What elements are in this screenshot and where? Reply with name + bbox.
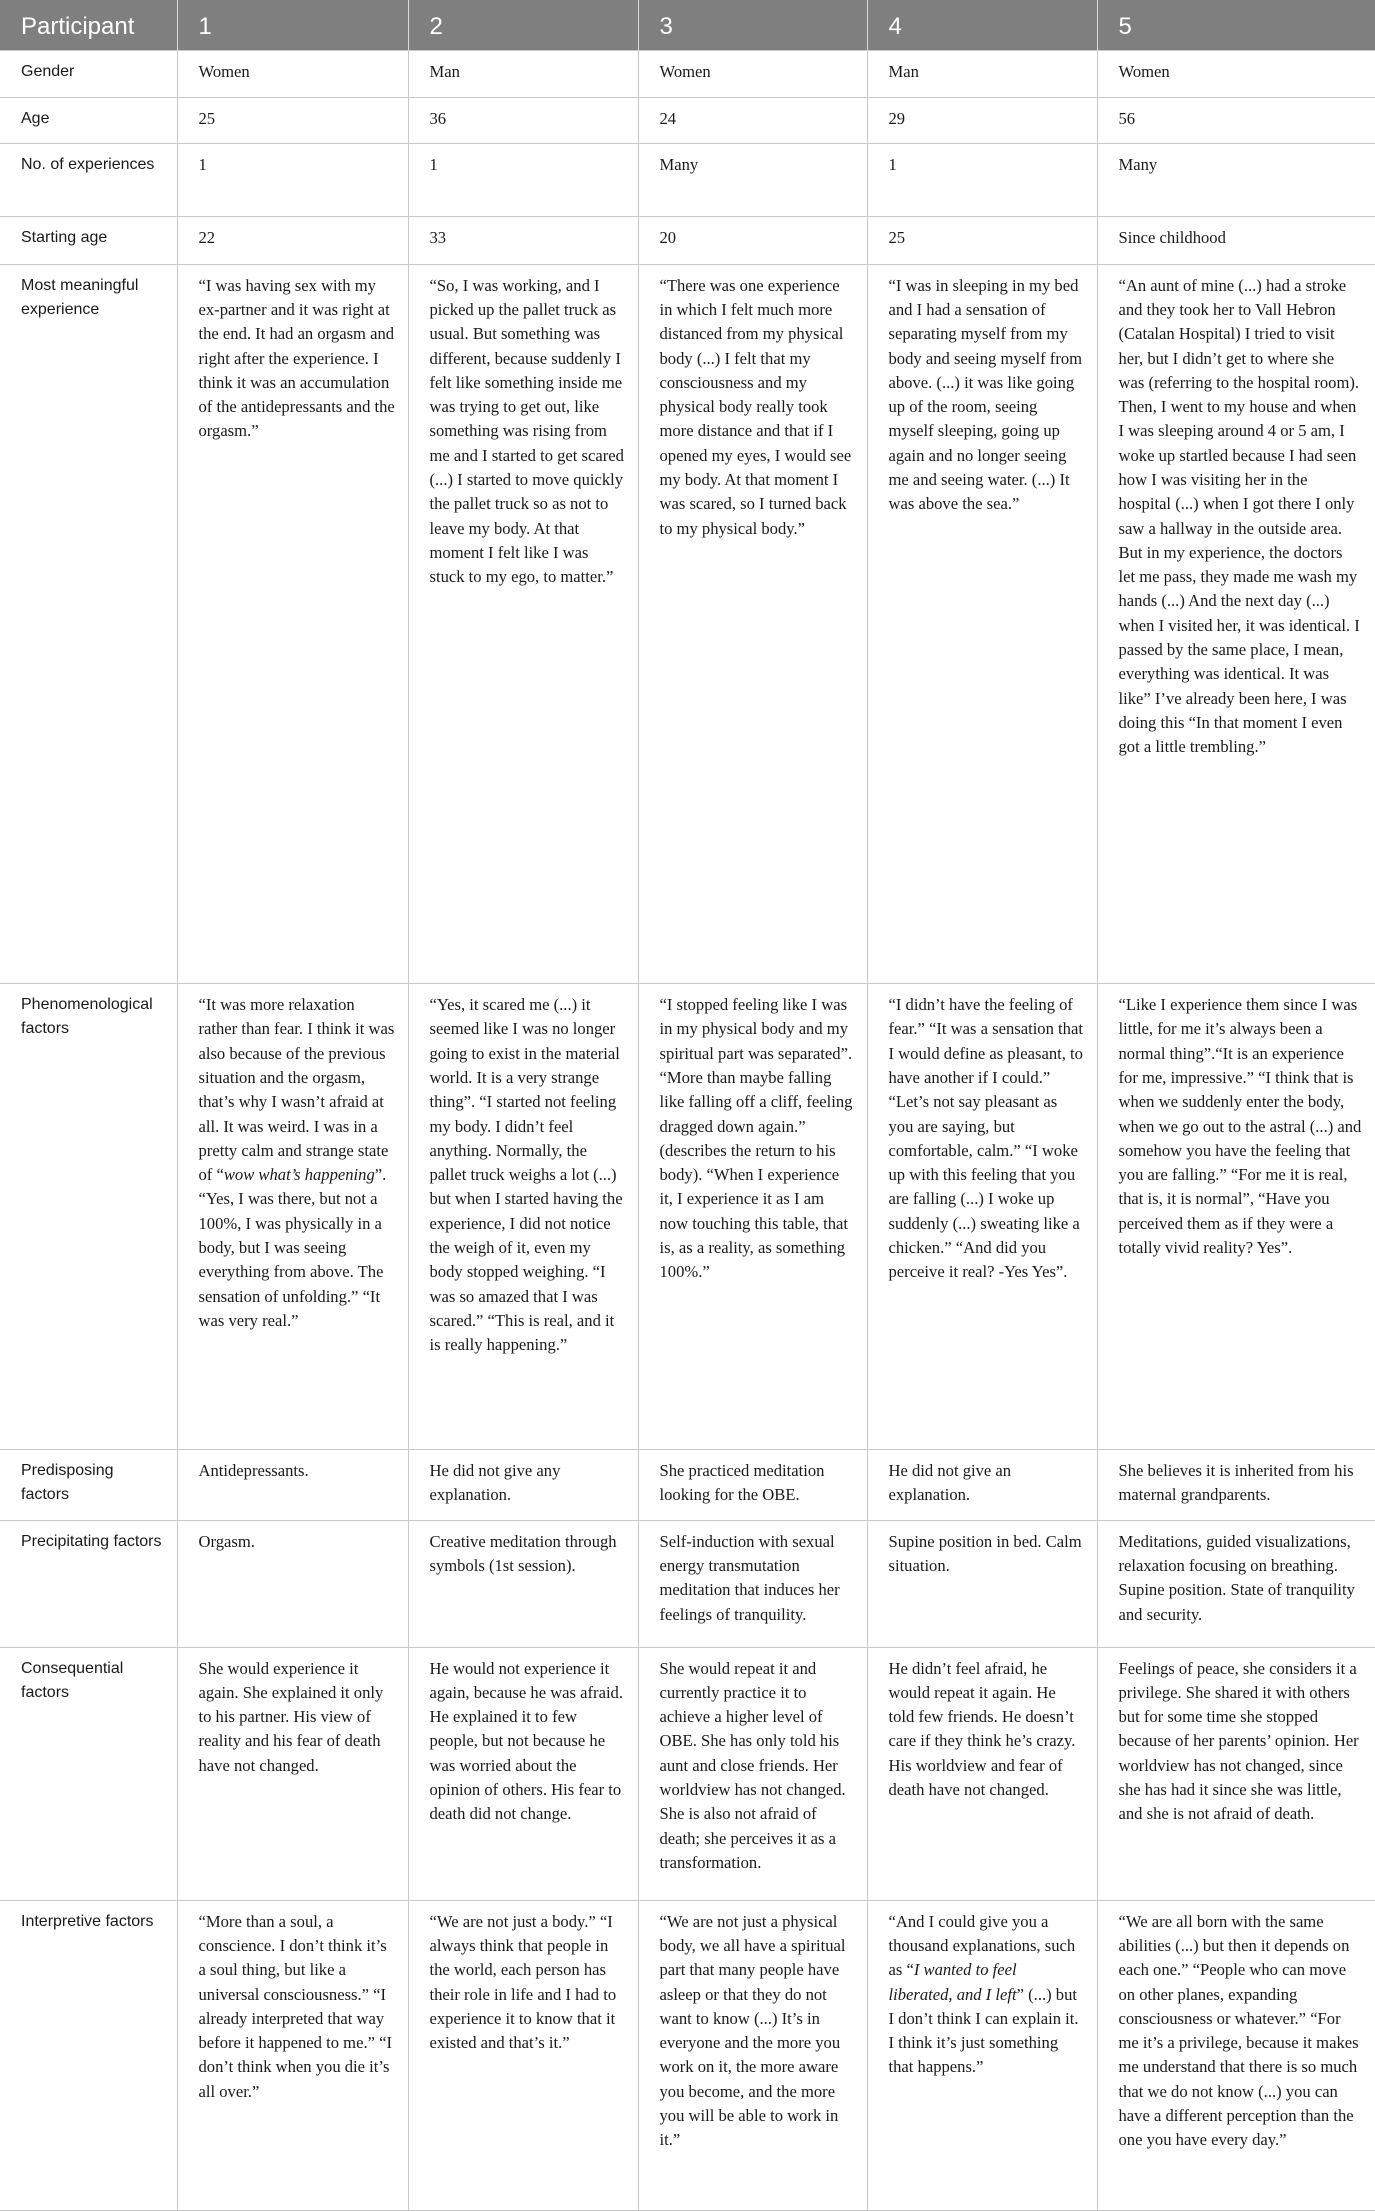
row-label-no-of-experiences: No. of experiences	[0, 144, 177, 217]
table-cell: “I was having sex with my ex-partner and it was right at the end. It had an orgasm and right after the experience. I think it was an accumulation of the antidepressants and the orgasm.”	[177, 264, 408, 983]
table-cell: “So, I was working, and I picked up the pallet truck as usual. But something was different, because suddenly I felt like something inside me was trying to get out, like something was rising from me and I started to get scared (...) I started to move quickly the pallet truck so as not to leave my body. At that moment I felt like I was stuck to my ego, to matter.”	[408, 264, 638, 983]
table-cell	[177, 984, 408, 1450]
table-cell: 1	[177, 144, 408, 217]
table-cell: She would experience it again. She explained it only to his partner. His view of reality and his fear of death have not changed.	[177, 1647, 408, 1900]
table-cell: Creative meditation through symbols (1st session).	[408, 1520, 638, 1647]
row-label-precipitating-factors: Precipitating factors	[0, 1520, 177, 1647]
table-cell: Feelings of peace, she considers it a privilege. She shared it with others but for some time she stopped because of her parents’ opinion. Her worldview has not changed, since she has had it since she was little, and she is not afraid of death.	[1097, 1647, 1375, 1900]
table-cell: Man	[408, 51, 638, 98]
table-cell: Women	[177, 51, 408, 98]
table-row	[0, 1450, 1375, 1521]
table-cell: He did not give any explanation.	[408, 1450, 638, 1521]
table-cell: 29	[867, 98, 1097, 144]
table-cell: Orgasm.	[177, 1520, 408, 1647]
table-cell: She would repeat it and currently practice it to achieve a higher level of OBE. She has only told his aunt and close friends. Her worldview has not changed. She is also not afraid of death; she perceives it as a transformation.	[638, 1647, 867, 1900]
table-cell: 25	[867, 217, 1097, 264]
table-cell: 36	[408, 98, 638, 144]
table-row	[0, 217, 1375, 264]
table-cell: Man	[867, 51, 1097, 98]
cell-text: “It was more relaxation rather than fear. I think it was also because of the previous situation and the orgasm, that’s why I wasn’t afraid at all. It was weird. I was in a pretty calm and strange state of “	[198, 995, 395, 1185]
table-cell: Women	[1097, 51, 1375, 98]
table-cell: Supine position in bed. Calm situation.	[867, 1520, 1097, 1647]
header-participant-4: 4	[867, 0, 1097, 51]
table-cell: Antidepressants.	[177, 1450, 408, 1521]
emphasized-text: I wanted to feel liberated, and I left	[888, 1960, 1017, 2004]
table-row	[0, 1520, 1375, 1647]
table-cell: 25	[177, 98, 408, 144]
row-label-consequential-factors: Consequential factors	[0, 1647, 177, 1900]
cell-text: ”. “Yes, I was there, but not a 100%, I was physically in a body, but I was seeing everything from above. The sensation of unfolding.” “It was very real.”	[198, 1165, 387, 1330]
table-cell: 20	[638, 217, 867, 264]
row-label-age: Age	[0, 98, 177, 144]
table-cell: “I stopped feeling like I was in my physical body and my spiritual part was separated”. “More than maybe falling like falling off a cliff, feeling dragged down again.” (describes the return to his body). “When I experience it, I experience it as I am now touching this table, that is, as a reality, as something 100%.”	[638, 984, 867, 1450]
table-cell: “There was one experience in which I felt much more distanced from my physical body (...) I felt that my consciousness and my physical body really took more distance and that if I opened my eyes, I would see my body. At that moment I was scared, so I turned back to my physical body.”	[638, 264, 867, 983]
header-row	[0, 0, 1375, 51]
table-cell: “An aunt of mine (...) had a stroke and they took her to Vall Hebron (Catalan Hospital) I tried to visit her, but I didn’t get to where she was (referring to the hospital room). Then, I went to my house and when I was sleeping around 4 or 5 am, I woke up startled because I had seen how I was visiting her in the hospital (...) when I got there I only saw a hallway in the outside area. But in my experience, the doctors let me pass, they made me wash my hands (...) And the next day (...) when I visited her, it was identical. I passed by the same place, I mean, everything was identical. It was like” I’ve already been here, I was doing this “In that moment I even got a little trembling.”	[1097, 264, 1375, 983]
table-cell: He did not give an explanation.	[867, 1450, 1097, 1521]
cell-text: ” (...) but I don’t think I can explain it. I think it’s just something that happens.”	[888, 1984, 1079, 2077]
table-cell: Many	[1097, 144, 1375, 217]
header-participant-3: 3	[638, 0, 867, 51]
table-cell: Since childhood	[1097, 217, 1375, 264]
table-cell: 1	[408, 144, 638, 217]
table-cell: “More than a soul, a conscience. I don’t think it’s a soul thing, but like a universal consciousness.” “I already interpreted that way before it happened to me.” “I don’t think when you die it’s all over.”	[177, 1900, 408, 2210]
cell-text: “And I could give you a thousand explanations, such as “	[888, 1911, 1076, 1980]
table-cell: 33	[408, 217, 638, 264]
table-row	[0, 984, 1375, 1450]
table-cell: 1	[867, 144, 1097, 217]
table-cell: 56	[1097, 98, 1375, 144]
emphasized-text: wow what’s happening	[223, 1165, 375, 1185]
table-body	[0, 51, 1375, 2211]
table-cell	[867, 1900, 1097, 2210]
table-row	[0, 264, 1375, 983]
table-cell: “We are all born with the same abilities (...) but then it depends on each one.” “People who can move on other planes, expanding consciousness or whatever.” “For me it’s a privilege, because it makes me understand that there is so much that we do not know (...) you can have a different perception than the one you have every day.”	[1097, 1900, 1375, 2210]
table-cell: 22	[177, 217, 408, 264]
table-header	[0, 0, 1375, 51]
table-cell: “Like I experience them since I was little, for me it’s always been a normal thing”.“It is an experience for me, impressive.” “I think that is when we suddenly enter the body, when we go out to the astral (...) and somehow you have the feeling that you are falling.” “For me it is real, that is, it is normal”, “Have you perceived them as if they were a totally vivid reality? Yes”.	[1097, 984, 1375, 1450]
header-participant-1: 1	[177, 0, 408, 51]
table-cell: Women	[638, 51, 867, 98]
table-cell: “I was in sleeping in my bed and I had a sensation of separating myself from my body and seeing myself from above. (...) it was like going up of the room, seeing myself sleeping, going up again and no longer seeing me and seeing water. (...) It was above the sea.”	[867, 264, 1097, 983]
row-label-gender: Gender	[0, 51, 177, 98]
row-label-predisposing-factors: Predisposing factors	[0, 1450, 177, 1521]
table-cell: “We are not just a body.” “I always think that people in the world, each person has their role in life and I had to experience it to know that it existed and that’s it.”	[408, 1900, 638, 2210]
row-label-most-meaningful-experience: Most meaningful experience	[0, 264, 177, 983]
table-row	[0, 98, 1375, 144]
table-cell: “I didn’t have the feeling of fear.” “It was a sensation that I would define as pleasant, to have another if I could.” “Let’s not say pleasant as you are saying, but comfortable, calm.” “I woke up with this feeling that you are falling (...) I woke up suddenly (...) sweating like a chicken.” “And did you perceive it real? -Yes Yes”.	[867, 984, 1097, 1450]
table-cell: Self-induction with sexual energy transmutation meditation that induces her feelings of tranquility.	[638, 1520, 867, 1647]
header-participant: Participant	[0, 0, 177, 51]
table-cell: Meditations, guided visualizations, relaxation focusing on breathing. Supine position. State of tranquility and security.	[1097, 1520, 1375, 1647]
table-cell: “Yes, it scared me (...) it seemed like I was no longer going to exist in the material world. It is a very strange thing”. “I started not feeling my body. I didn’t feel anything. Normally, the pallet truck weighs a lot (...) but when I started having the experience, I did not notice the weigh of it, even my body stopped weighing. “I was so amazed that I was scared.” “This is real, and it is really happening.”	[408, 984, 638, 1450]
row-label-starting-age: Starting age	[0, 217, 177, 264]
header-participant-2: 2	[408, 0, 638, 51]
table-cell: Many	[638, 144, 867, 217]
table-cell: 24	[638, 98, 867, 144]
table-row	[0, 1647, 1375, 1900]
header-participant-5: 5	[1097, 0, 1375, 51]
table-row	[0, 51, 1375, 98]
row-label-interpretive-factors: Interpretive factors	[0, 1900, 177, 2210]
table-cell: He would not experience it again, because he was afraid. He explained it to few people, but not because he was worried about the opinion of others. His fear to death did not change.	[408, 1647, 638, 1900]
table-row	[0, 1900, 1375, 2210]
table-cell: He didn’t feel afraid, he would repeat it again. He told few friends. He doesn’t care if they think he’s crazy. His worldview and fear of death have not changed.	[867, 1647, 1097, 1900]
table-cell: “We are not just a physical body, we all have a spiritual part that many people have asleep or that they do not want to know (...) It’s in everyone and the more you work on it, the more aware you become, and the more you will be able to work in it.”	[638, 1900, 867, 2210]
row-label-phenomenological-factors: Phenomenological factors	[0, 984, 177, 1450]
table-cell: She practiced meditation looking for the OBE.	[638, 1450, 867, 1521]
table-cell: She believes it is inherited from his maternal grandparents.	[1097, 1450, 1375, 1521]
table-row	[0, 144, 1375, 217]
